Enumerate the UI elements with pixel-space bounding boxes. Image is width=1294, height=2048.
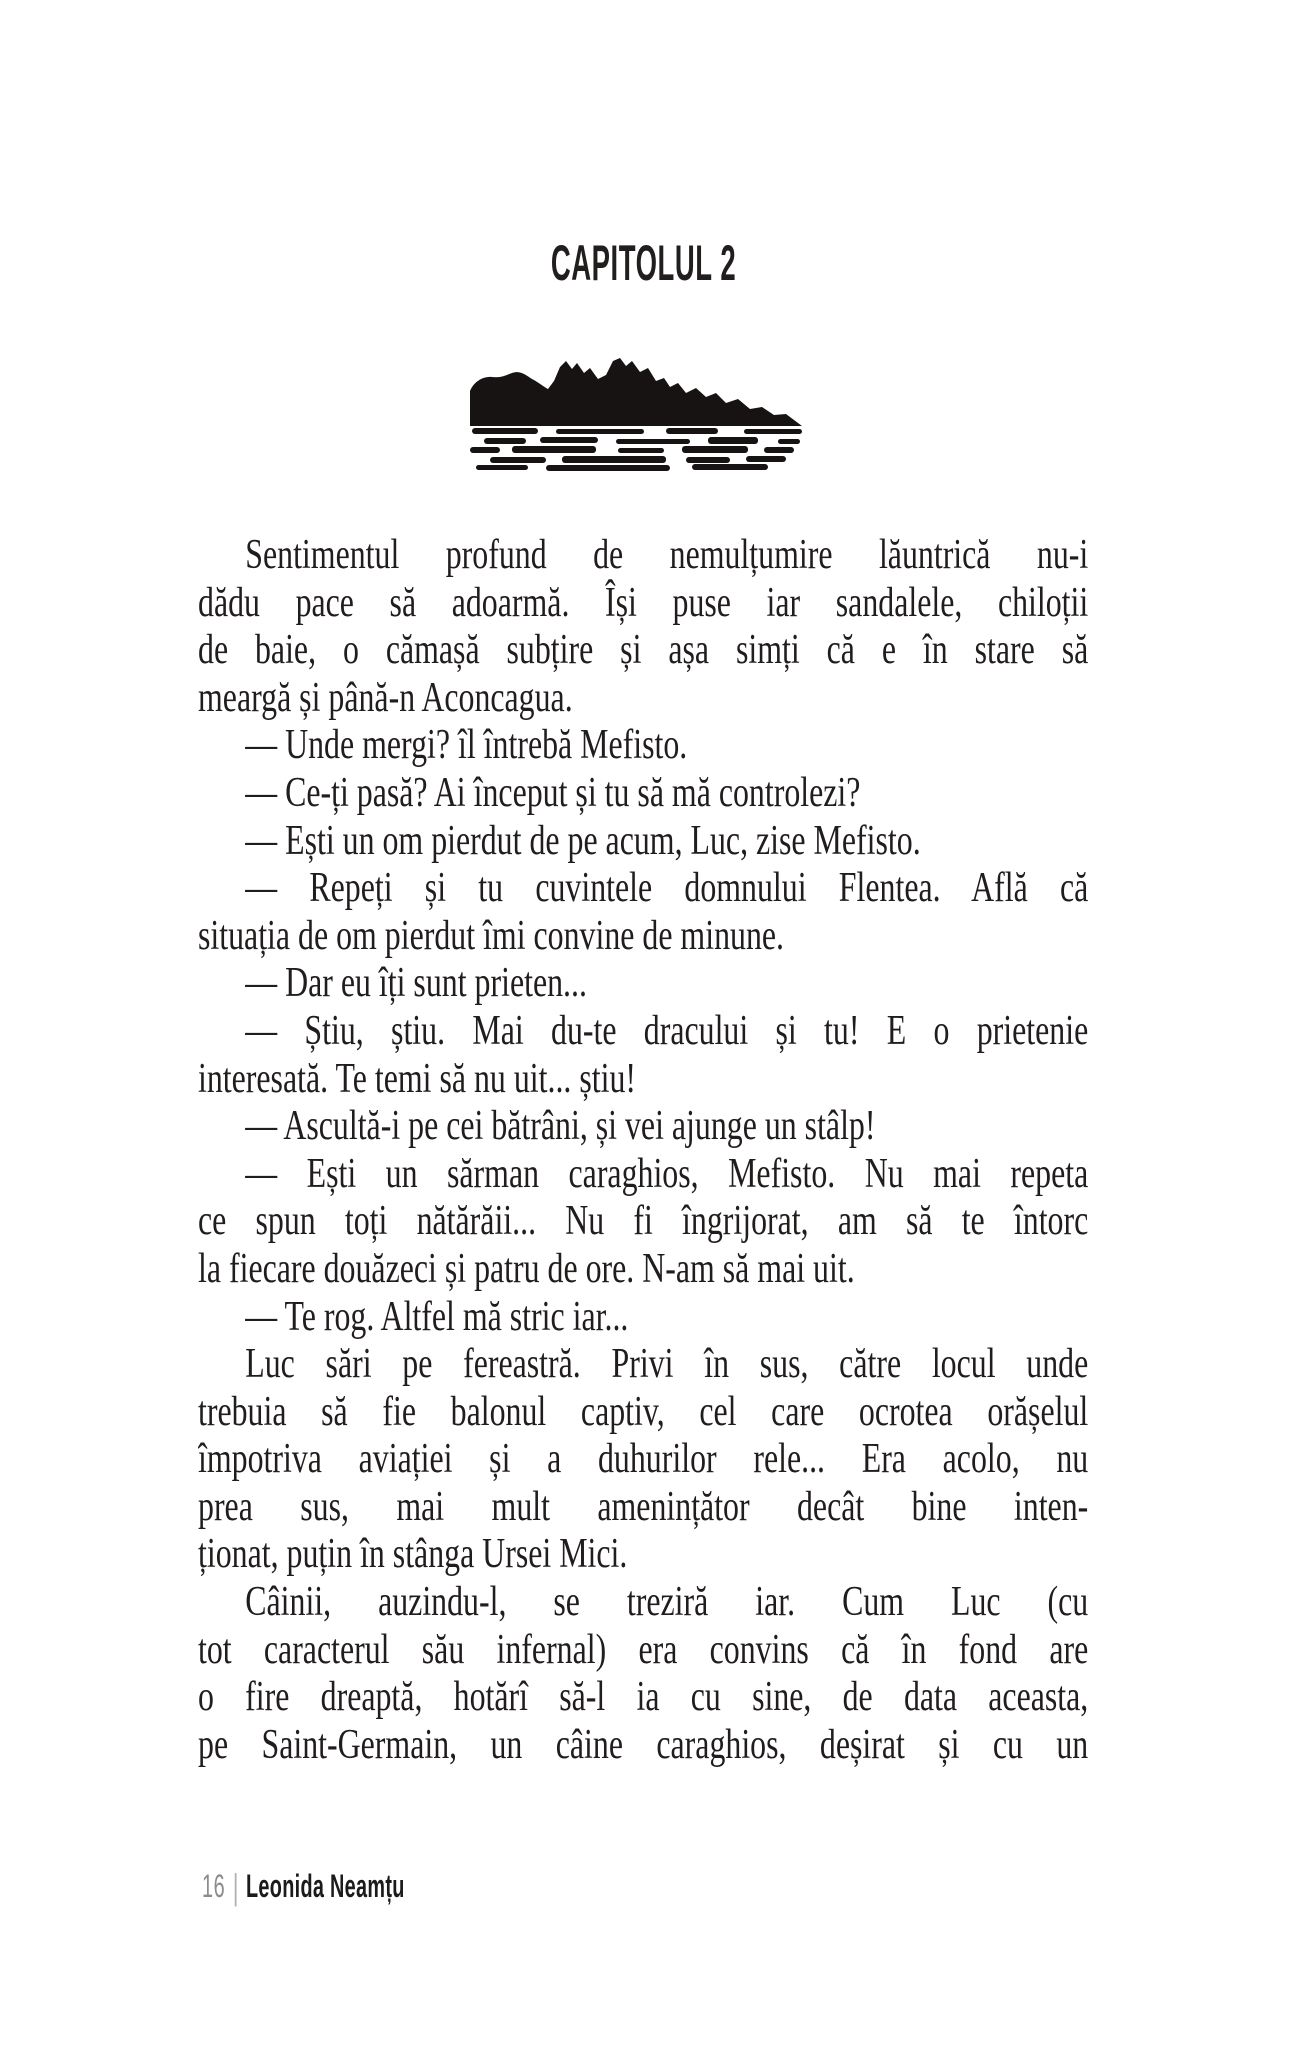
paragraph <box>198 959 1088 1007</box>
mountain-water-silhouette-icon <box>460 331 808 472</box>
paragraph <box>198 531 1088 721</box>
paragraph <box>198 721 1088 769</box>
text-line: interesată. Te temi să nu uit... știu! <box>198 1054 637 1102</box>
page-number: 16 <box>202 1868 226 1904</box>
text-line: — Repeți și tu cuvintele domnului Flentea. Află că <box>245 864 1089 912</box>
paragraph <box>198 1340 1088 1578</box>
text-line: trebuia să fie balonul captiv, cel care ocrotea orășelul <box>198 1387 1089 1435</box>
text-line: — Ce-ți pasă? Ai început și tu să mă controlezi? <box>245 768 861 816</box>
paragraph <box>198 1578 1088 1768</box>
chapter-vignette-illustration <box>460 331 808 472</box>
text-line: situația de om pierdut îmi convine de minune. <box>198 911 785 959</box>
text-line: — Unde mergi? îl întrebă Mefisto. <box>245 721 688 769</box>
text-line: — Ești un sărman caraghios, Mefisto. Nu mai repeta <box>245 1149 1089 1197</box>
text-line: Luc sări pe fereastră. Privi în sus, către locul unde <box>245 1340 1089 1388</box>
water-reflection-strokes <box>470 428 802 471</box>
text-line: — Dar eu îți sunt prieten... <box>245 959 587 1007</box>
footer-author: Leonida Neamțu <box>245 1868 405 1904</box>
paragraph <box>198 1102 1088 1150</box>
paragraph <box>198 1293 1088 1341</box>
paragraph <box>198 769 1088 817</box>
text-line: ționat, puțin în stânga Ursei Mici. <box>198 1530 628 1578</box>
text-line: dădu pace să adoarmă. Își puse iar sandalele, chiloții <box>198 578 1089 626</box>
body-text <box>198 531 1088 1768</box>
footer-separator: | <box>232 1866 239 1907</box>
text-line: — Ascultă-i pe cei bătrâni, și vei ajunge un stâlp! <box>245 1102 876 1150</box>
text-line: — Știu, știu. Mai du-te dracului și tu! E o prietenie <box>245 1006 1089 1054</box>
text-line: împotriva aviației și a duhurilor rele... Era acolo, nu <box>198 1435 1089 1483</box>
chapter-title-text: CAPITOLUL 2 <box>550 235 736 291</box>
text-line: prea sus, mai mult amenințător decât bine inten- <box>198 1482 1089 1530</box>
text-line: la fiecare douăzeci și patru de ore. N-am să mai uit. <box>198 1244 855 1292</box>
text-line: meargă și până-n Aconcagua. <box>198 673 573 721</box>
text-line: Sentimentul profund de nemulțumire lăuntrică nu-i <box>245 531 1089 578</box>
text-line: pe Saint-Germain, un câine caraghios, deșirat și cu un <box>198 1720 1089 1768</box>
paragraph <box>198 817 1088 865</box>
chapter-heading <box>198 235 1088 291</box>
text-line: tot caracterul său infernal) era convins că în fond are <box>198 1625 1089 1673</box>
text-line: Câinii, auzindu-l, se treziră iar. Cum Luc (cu <box>245 1578 1089 1626</box>
paragraph <box>198 864 1088 959</box>
page-footer <box>202 1868 405 1905</box>
text-line: — Te rog. Altfel mă stric iar... <box>245 1292 629 1340</box>
text-line: o fire dreaptă, hotărî să-l ia cu sine, de data aceasta, <box>198 1673 1089 1721</box>
paragraph <box>198 1150 1088 1293</box>
text-line: — Ești un om pierdut de pe acum, Luc, zise Mefisto. <box>245 816 921 864</box>
text-line: de baie, o cămașă subțire și așa simți că e în stare să <box>198 626 1089 674</box>
text-line: ce spun toți nătărăii... Nu fi îngrijorat, am să te întorc <box>198 1197 1089 1245</box>
paragraph <box>198 1007 1088 1102</box>
